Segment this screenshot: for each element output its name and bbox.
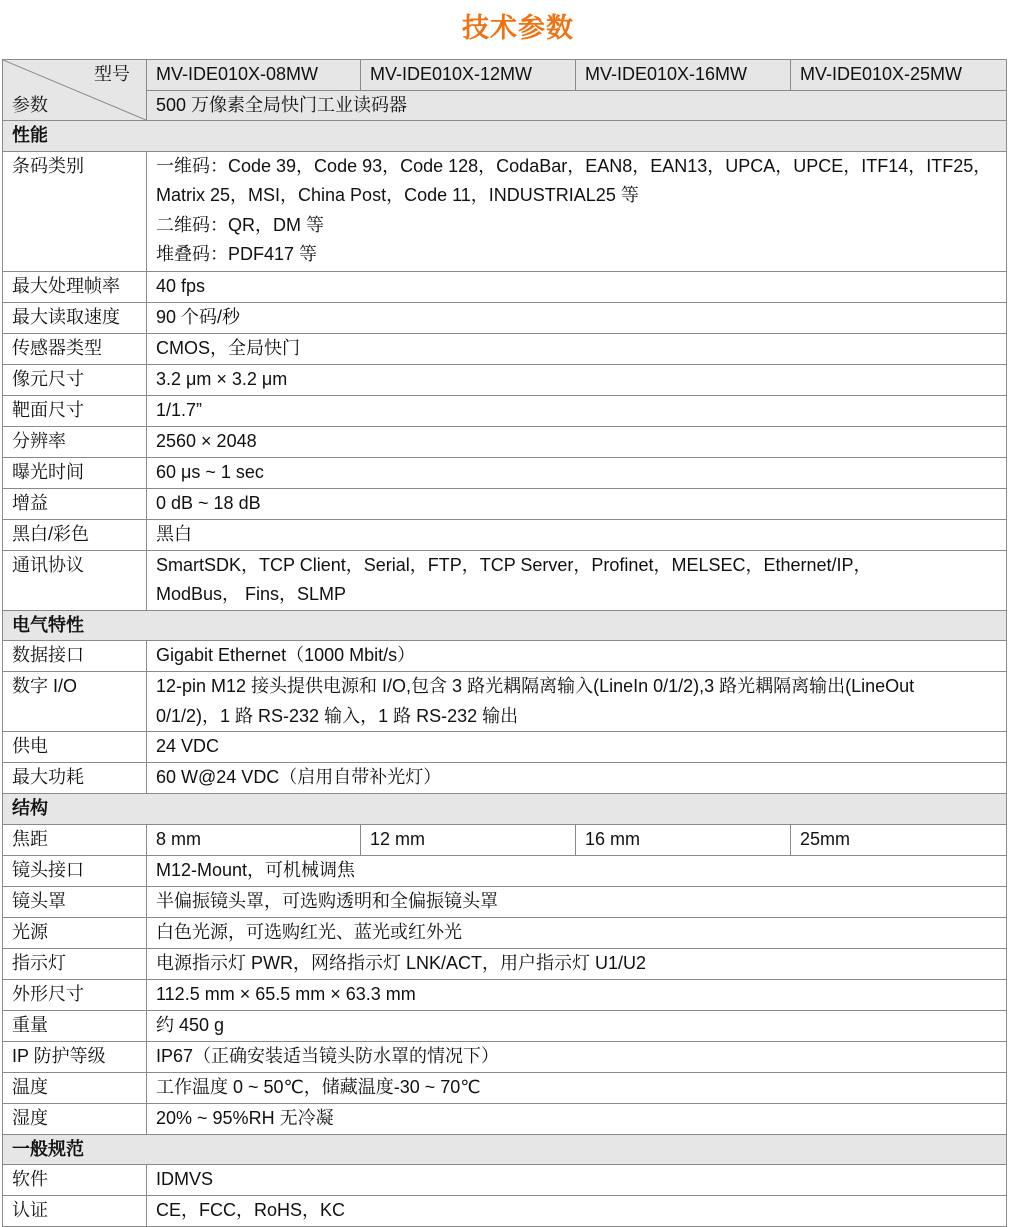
section-structure	[3, 794, 1007, 825]
section-general	[3, 1134, 1007, 1165]
spec-line: 一维码：Code 39，Code 93，Code 128，CodaBar，EAN8，EAN13，UPCA，UPCE，ITF14，ITF25，	[156, 155, 992, 176]
spec-line: ModBus， Fins，SLMP	[156, 584, 347, 604]
spec-label: 最大读取速度	[3, 302, 147, 333]
spec-value: 112.5 mm × 65.5 mm × 63.3 mm	[147, 979, 1007, 1010]
spec-value: 60 W@24 VDC（启用自带补光灯）	[147, 763, 1007, 794]
spec-label: 数字 I/O	[3, 672, 147, 732]
spec-value: 半偏振镜头罩，可选购透明和全偏振镜头罩	[147, 886, 1007, 917]
spec-row	[3, 550, 1007, 610]
spec-label: 镜头罩	[3, 886, 147, 917]
model-cell: MV-IDE010X-08MW	[147, 60, 361, 91]
spec-label: 黑白/彩色	[3, 519, 147, 550]
spec-label: 靶面尺寸	[3, 395, 147, 426]
spec-row	[3, 1072, 1007, 1103]
section-title: 一般规范	[3, 1134, 1007, 1165]
section-title: 电气特性	[3, 610, 1007, 641]
spec-line: 二维码：QR，DM 等	[156, 214, 324, 235]
spec-value: 1/1.7”	[147, 395, 1007, 426]
spec-row-focal-length	[3, 824, 1007, 855]
spec-row	[3, 488, 1007, 519]
spec-row	[3, 1165, 1007, 1196]
spec-value: 40 fps	[147, 271, 1007, 302]
spec-value: 3.2 μm × 3.2 μm	[147, 364, 1007, 395]
focal-value: 25mm	[791, 824, 1007, 855]
spec-value: 白色光源，可选购红光、蓝光或红外光	[147, 917, 1007, 948]
spec-value: 电源指示灯 PWR，网络指示灯 LNK/ACT，用户指示灯 U1/U2	[147, 948, 1007, 979]
model-cell: MV-IDE010X-12MW	[361, 60, 576, 91]
spec-row	[3, 1041, 1007, 1072]
spec-value: 黑白	[147, 519, 1007, 550]
spec-label: 光源	[3, 917, 147, 948]
spec-value: 工作温度 0 ~ 50℃，储藏温度-30 ~ 70℃	[147, 1072, 1007, 1103]
section-electrical	[3, 610, 1007, 641]
spec-value: 60 μs ~ 1 sec	[147, 457, 1007, 488]
spec-row	[3, 1196, 1007, 1227]
spec-value: 20% ~ 95%RH 无冷凝	[147, 1103, 1007, 1134]
section-title: 结构	[3, 794, 1007, 825]
spec-row	[3, 886, 1007, 917]
spec-label: 外形尺寸	[3, 979, 147, 1010]
spec-line: 堆叠码：PDF417 等	[156, 244, 318, 264]
focal-value: 12 mm	[361, 824, 576, 855]
page-title: 技术参数	[462, 13, 574, 44]
spec-label: IP 防护等级	[3, 1041, 147, 1072]
model-cell: MV-IDE010X-25MW	[791, 60, 1007, 91]
focal-value: 16 mm	[576, 824, 791, 855]
spec-value: CE，FCC，RoHS，KC	[147, 1196, 1007, 1227]
spec-row	[3, 395, 1007, 426]
spec-row	[3, 364, 1007, 395]
spec-label: 曝光时间	[3, 457, 147, 488]
spec-value	[147, 672, 1007, 732]
spec-row	[3, 672, 1007, 732]
spec-value: M12-Mount，可机械调焦	[147, 855, 1007, 886]
header-row-description	[3, 90, 1007, 121]
header-row-models	[3, 60, 1007, 91]
spec-label: 软件	[3, 1165, 147, 1196]
spec-value: IP67（正确安装适当镜头防水罩的情况下）	[147, 1041, 1007, 1072]
section-title: 性能	[3, 121, 1007, 152]
spec-value	[147, 550, 1007, 610]
spec-label: 指示灯	[3, 948, 147, 979]
spec-label: 最大功耗	[3, 763, 147, 794]
spec-label: 供电	[3, 732, 147, 763]
spec-row	[3, 333, 1007, 364]
spec-row	[3, 426, 1007, 457]
spec-table	[2, 59, 1007, 1227]
spec-label: 温度	[3, 1072, 147, 1103]
spec-line: 0/1/2)，1 路 RS-232 输入，1 路 RS-232 输出	[156, 705, 519, 726]
spec-row	[3, 302, 1007, 333]
corner-label-param: 参数	[12, 95, 48, 115]
spec-value: 0 dB ~ 18 dB	[147, 488, 1007, 519]
spec-line: Matrix 25，MSI，China Post，Code 11，INDUSTRIAL25 等	[156, 185, 639, 205]
spec-label: 湿度	[3, 1103, 147, 1134]
spec-row	[3, 855, 1007, 886]
spec-row	[3, 151, 1007, 271]
spec-row	[3, 917, 1007, 948]
header-corner	[3, 60, 147, 121]
spec-value: IDMVS	[147, 1165, 1007, 1196]
spec-label: 条码类别	[3, 151, 147, 271]
corner-label-model: 型号	[94, 64, 130, 84]
section-performance	[3, 121, 1007, 152]
spec-row	[3, 519, 1007, 550]
spec-row	[3, 1103, 1007, 1134]
spec-row	[3, 948, 1007, 979]
spec-row	[3, 979, 1007, 1010]
spec-value: CMOS，全局快门	[147, 333, 1007, 364]
spec-value: Gigabit Ethernet（1000 Mbit/s）	[147, 641, 1007, 672]
spec-line: SmartSDK，TCP Client，Serial，FTP，TCP Server，Profinet，MELSEC，Ethernet/IP，	[156, 554, 872, 575]
spec-row	[3, 641, 1007, 672]
focal-value: 8 mm	[147, 824, 361, 855]
model-cell: MV-IDE010X-16MW	[576, 60, 791, 91]
spec-value: 24 VDC	[147, 732, 1007, 763]
spec-label: 数据接口	[3, 641, 147, 672]
spec-value: 约 450 g	[147, 1010, 1007, 1041]
spec-label: 认证	[3, 1196, 147, 1227]
spec-row	[3, 732, 1007, 763]
spec-row	[3, 763, 1007, 794]
spec-label: 增益	[3, 488, 147, 519]
spec-label: 传感器类型	[3, 333, 147, 364]
spec-label: 分辨率	[3, 426, 147, 457]
spec-label: 通讯协议	[3, 550, 147, 610]
spec-row	[3, 1010, 1007, 1041]
spec-label: 最大处理帧率	[3, 271, 147, 302]
spec-value	[147, 151, 1007, 271]
spec-label: 镜头接口	[3, 855, 147, 886]
spec-value: 2560 × 2048	[147, 426, 1007, 457]
product-description: 500 万像素全局快门工业读码器	[147, 90, 1007, 121]
spec-row	[3, 457, 1007, 488]
spec-label: 焦距	[3, 824, 147, 855]
spec-line: 12-pin M12 接头提供电源和 I/O,包含 3 路光耦隔离输入(LineIn 0/1/2),3 路光耦隔离输出(LineOut	[156, 676, 915, 696]
spec-label: 重量	[3, 1010, 147, 1041]
spec-value: 90 个码/秒	[147, 302, 1007, 333]
spec-row	[3, 271, 1007, 302]
spec-label: 像元尺寸	[3, 364, 147, 395]
